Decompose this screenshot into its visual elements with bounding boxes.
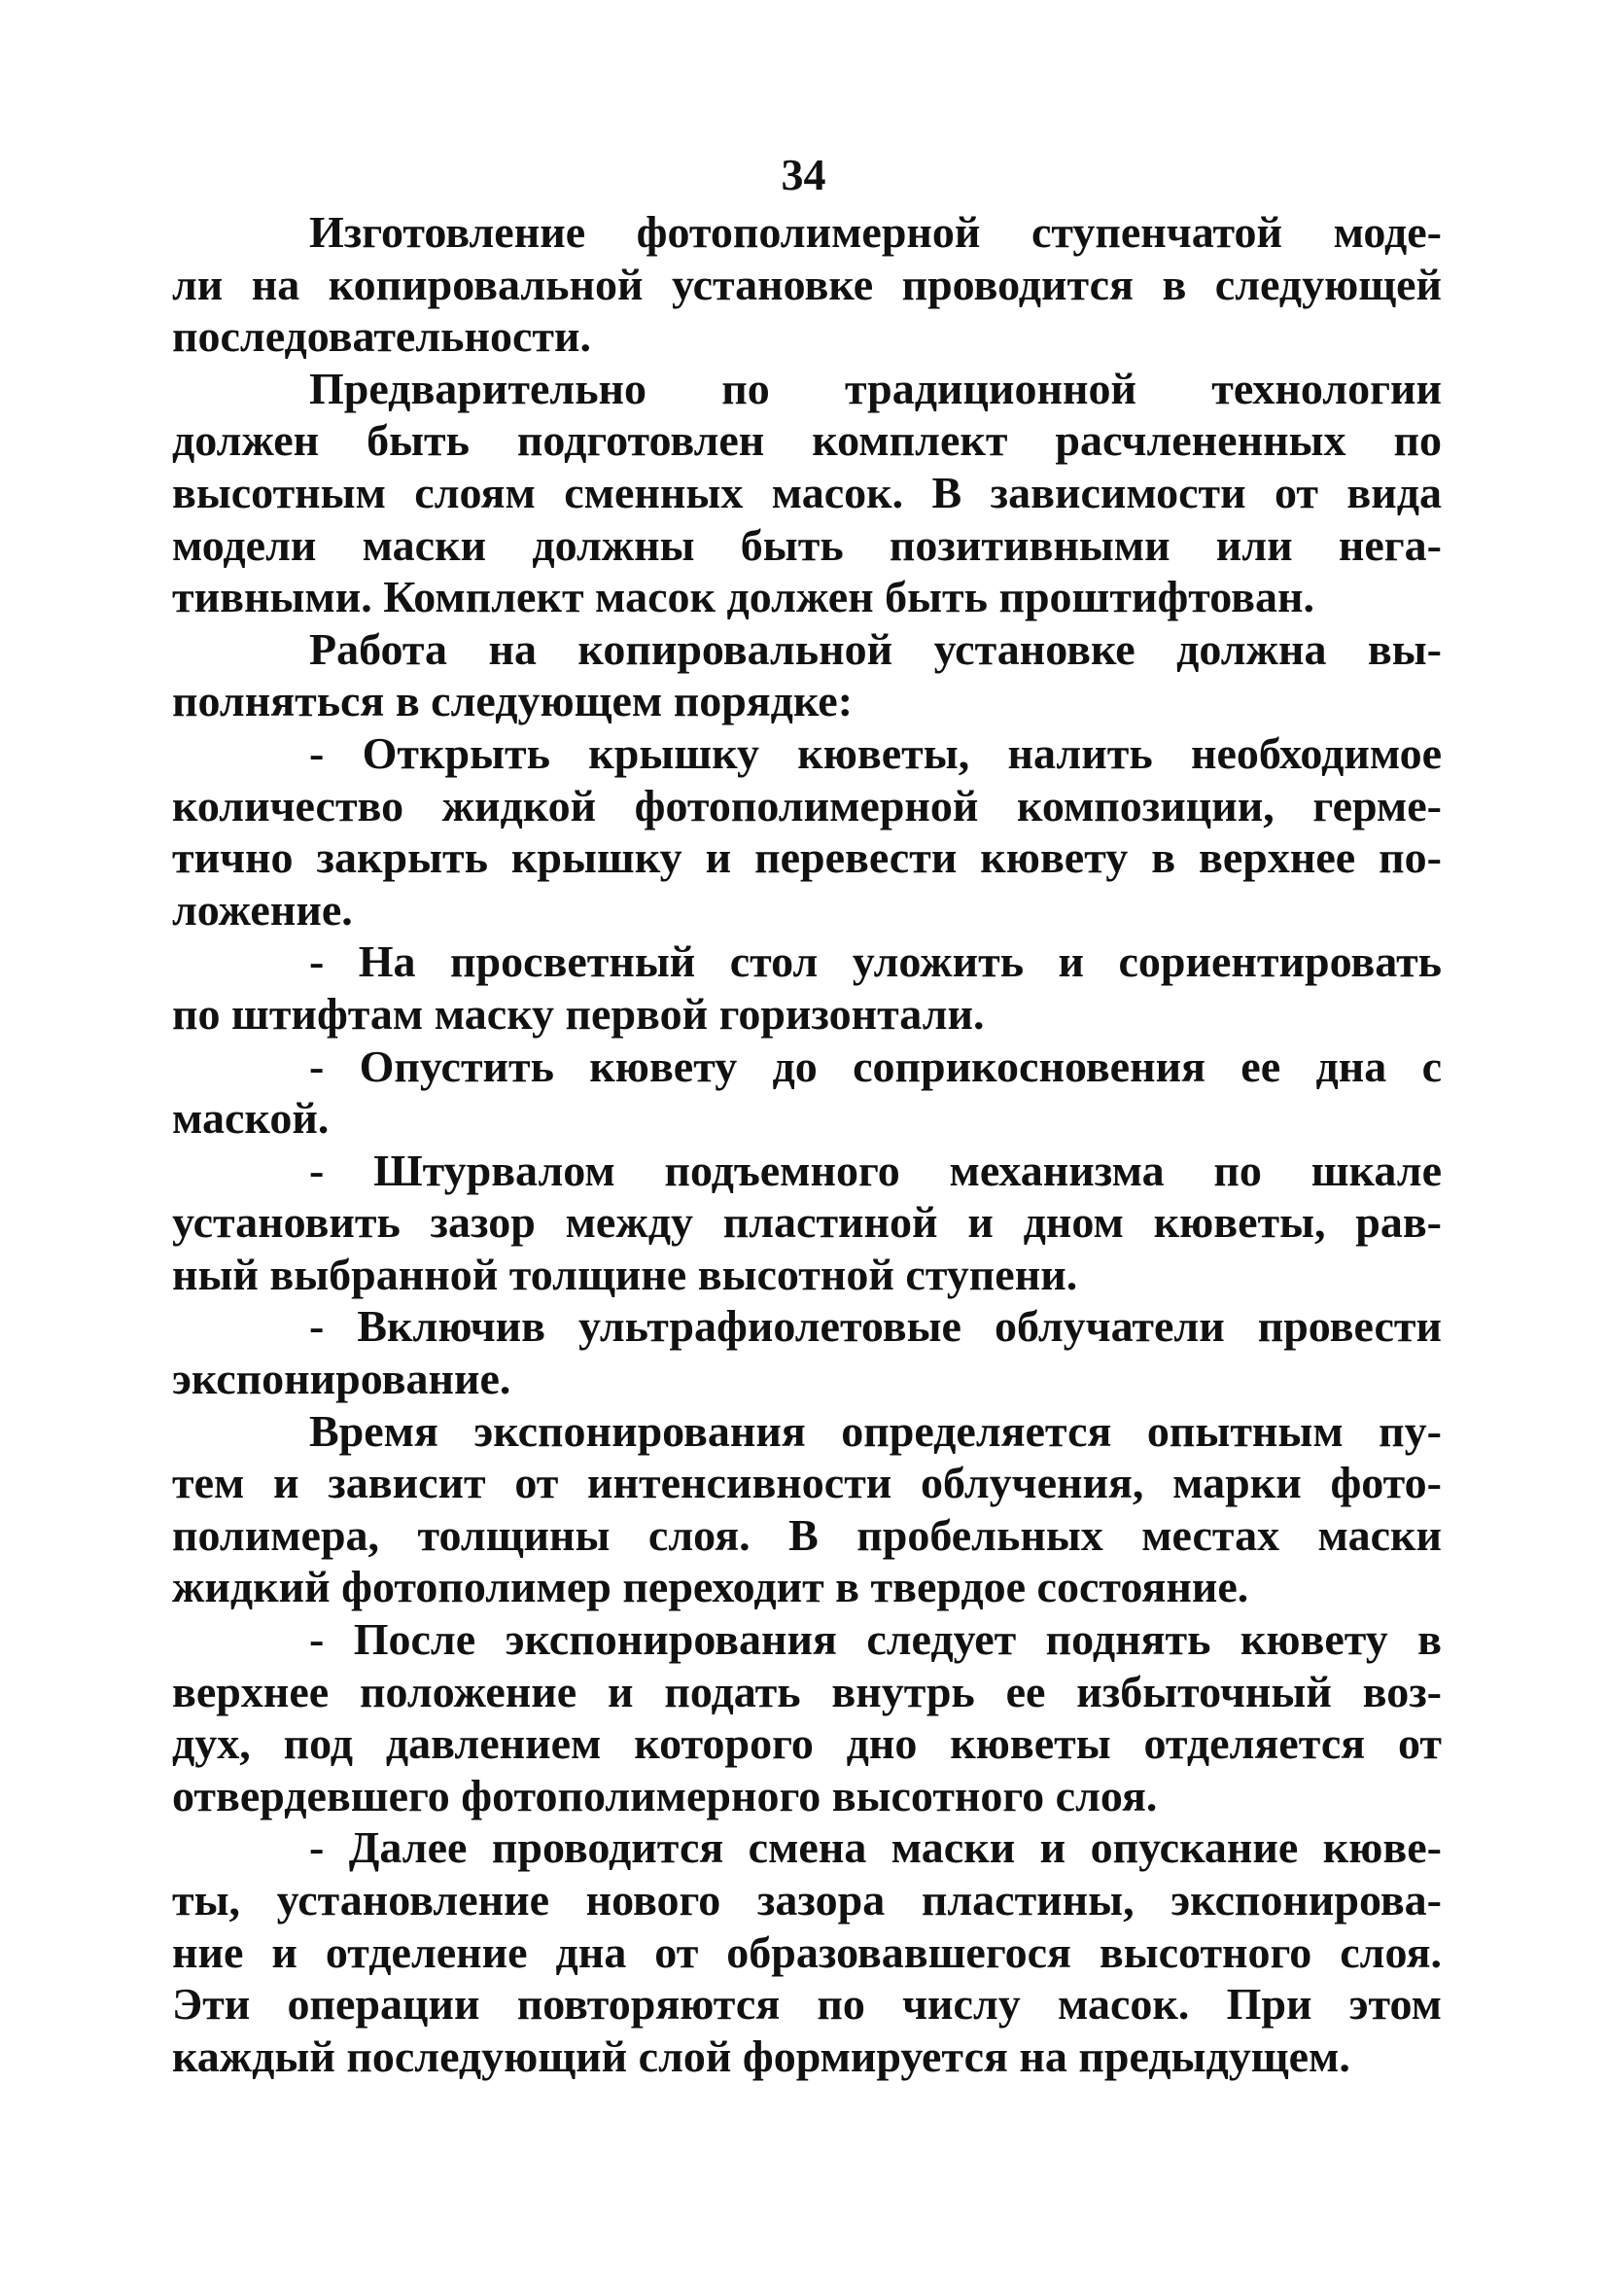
- paragraph-6: [172, 1041, 1442, 1145]
- paragraph-1: [172, 206, 1442, 363]
- text-line: маской.: [172, 1093, 330, 1144]
- text-line: полняться в следующем порядке:: [172, 676, 854, 726]
- page-number: 34: [781, 150, 826, 199]
- text-line: модели маски должны быть позитивными или нега-: [172, 519, 1442, 570]
- text-line: высотным слоям сменных масок. В зависимости от вида: [172, 467, 1442, 517]
- paragraph-4: [172, 727, 1442, 936]
- text-line: отвердевшего фотополимерного высотного слоя.: [172, 1770, 1158, 1820]
- text-line: - Далее проводится смена маски и опускание кюве-: [309, 1822, 1442, 1873]
- text-line: Эти операции повторяются по числу масок. При этом: [172, 1979, 1442, 2030]
- text-line: дух, под давлением которого дно кюветы отделяется от: [172, 1718, 1442, 1769]
- text-line: ложение.: [172, 884, 353, 935]
- text-line: количество жидкой фотополимерной композиции, герме-: [172, 780, 1442, 830]
- paragraph-9: [172, 1405, 1442, 1613]
- text-line: ный выбранной толщине высотной ступени.: [172, 1249, 1078, 1299]
- paragraph-5: [172, 936, 1442, 1040]
- text-line: экспонирование.: [172, 1354, 511, 1404]
- paragraph-11: [172, 1821, 1442, 2082]
- text-line: установить зазор между пластиной и дном кюветы, рав-: [172, 1197, 1442, 1248]
- text-line: жидкий фотополимер переходит в твердое состояние.: [172, 1562, 1249, 1612]
- text-line: - На просветный стол уложить и сориентировать: [309, 936, 1442, 987]
- text-line: тично закрыть крышку и перевести кювету в верхнее по-: [172, 832, 1442, 883]
- paragraph-3: [172, 623, 1442, 727]
- text-line: тивными. Комплект масок должен быть проштифтован.: [172, 572, 1314, 622]
- text-line: верхнее положение и подать внутрь ее избыточный воз-: [172, 1666, 1442, 1716]
- text-line: - Включив ультрафиолетовые облучатели провести: [309, 1301, 1442, 1352]
- text-line: - Штурвалом подъемного механизма по шкале: [309, 1145, 1442, 1195]
- text-line: Предварительно по традиционной технологии: [309, 363, 1442, 413]
- text-line: Изготовление фотополимерной ступенчатой моде-: [309, 207, 1442, 257]
- text-line: ты, установление нового зазора пластины, экспонирова-: [172, 1875, 1442, 1925]
- text-line: Работа на копировальной установке должна вы-: [309, 623, 1442, 674]
- text-line: каждый последующий слой формируется на предыдущем.: [172, 2031, 1350, 2081]
- text-line: тем и зависит от интенсивности облучения, марки фото-: [172, 1458, 1442, 1508]
- text-line: ли на копировальной установке проводится в следующей: [172, 259, 1442, 309]
- text-line: полимера, толщины слоя. В пробельных местах маски: [172, 1509, 1442, 1560]
- text-line: - После экспонирования следует поднять кювету в: [309, 1614, 1442, 1665]
- text-line: последовательности.: [172, 311, 591, 362]
- paragraph-7: [172, 1145, 1442, 1301]
- text-line: Время экспонирования определяется опытным пу-: [309, 1405, 1442, 1456]
- text-line: должен быть подготовлен комплект расчлененных по: [172, 415, 1442, 466]
- text-line: - Открыть крышку кюветы, налить необходимое: [309, 727, 1442, 778]
- paragraph-8: [172, 1300, 1442, 1404]
- text-line: по штифтам маску первой горизонтали.: [172, 988, 985, 1039]
- text-line: ние и отделение дна от образовавшегося высотного слоя.: [172, 1926, 1442, 1977]
- paragraph-2: [172, 363, 1442, 623]
- text-line: - Опустить кювету до соприкосновения ее дна с: [309, 1041, 1442, 1091]
- body-text: [172, 206, 1442, 2082]
- paragraph-10: [172, 1613, 1442, 1821]
